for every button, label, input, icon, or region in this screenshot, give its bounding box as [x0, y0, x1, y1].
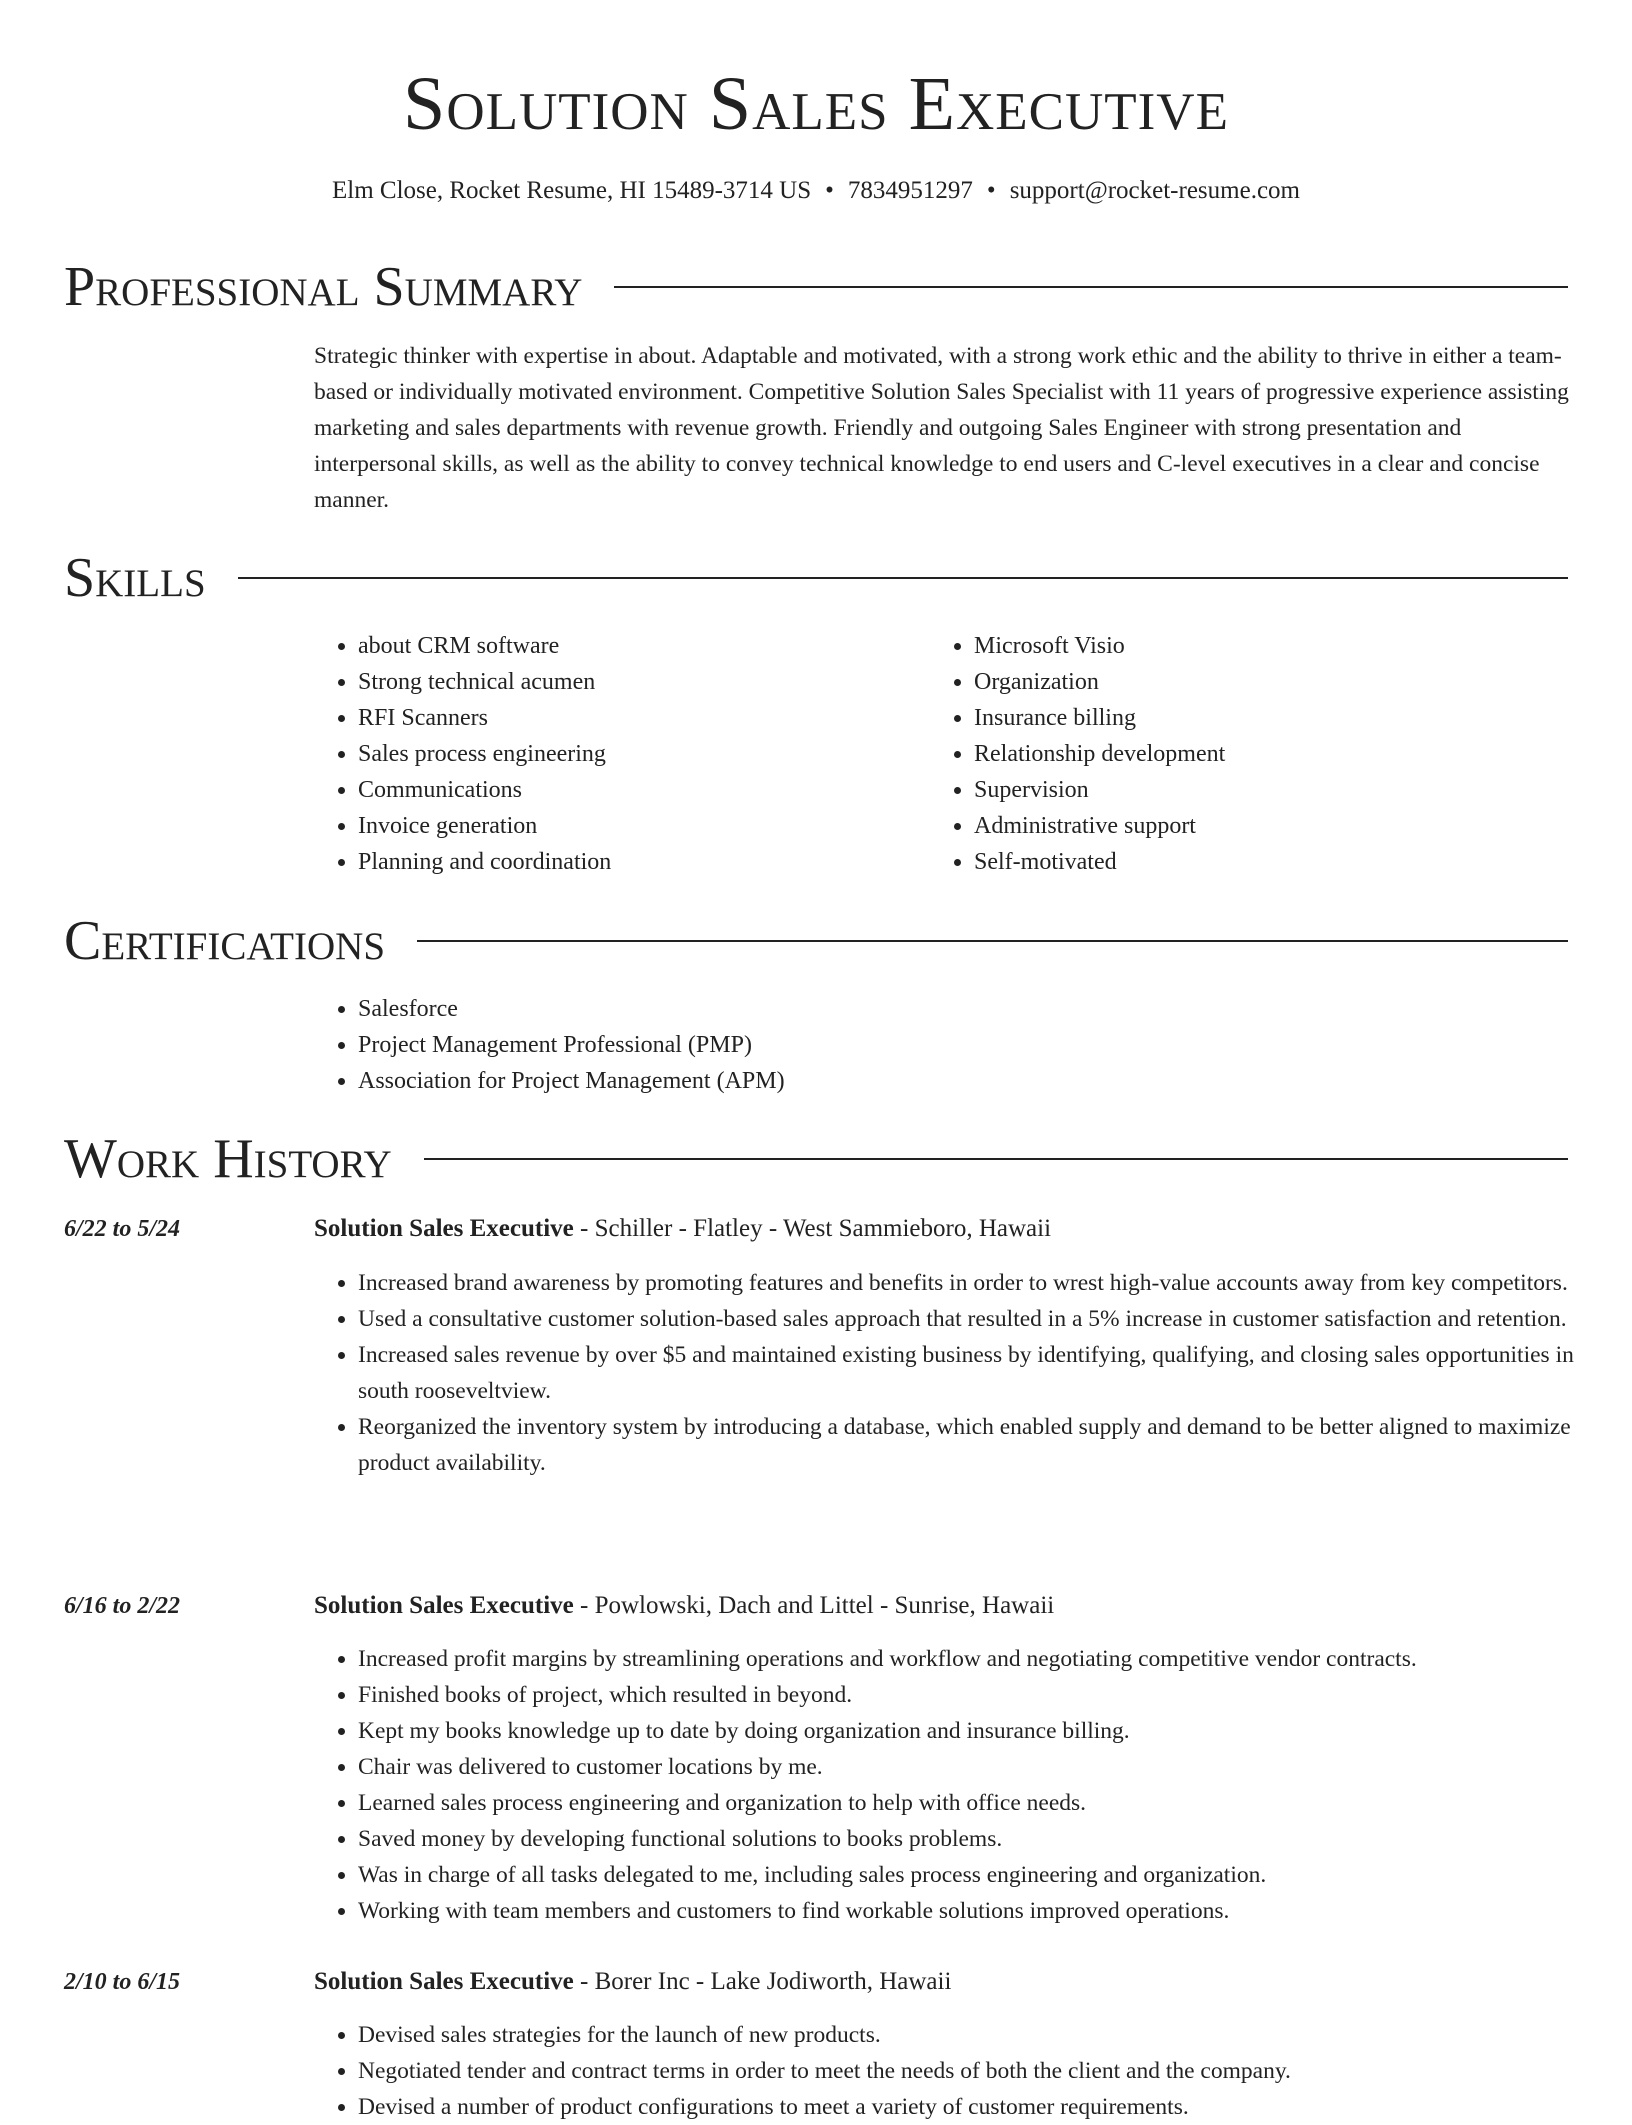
work-history-section-header	[64, 1124, 1568, 1194]
contact-separator: •	[986, 177, 996, 204]
summary-section-header	[64, 252, 1568, 322]
job-duty-item: • Was in charge of all tasks delegated to me, including sales process engineering and organization.	[358, 1857, 1576, 1893]
skill-item: • Organization	[974, 664, 1530, 700]
job-duty-item: • Kept my books knowledge up to date by doing organization and insurance billing.	[358, 1713, 1576, 1749]
contact-separator: •	[825, 177, 834, 204]
job-duty-item: • Finished books of project, which resulted in beyond.	[358, 1677, 1576, 1713]
summary-text: Strategic thinker with expertise in about. Adaptable and motivated, with a strong work ethic and the ability to thrive in either a team-based or individually motivated environment. Competitive Solution Sales Specialist with 11 years of progressive experience assisting marketing and sales departments with revenue growth. Friendly and outgoing Sales Engineer with strong presentation and interpersonal skills, as well as the ability to convey technical knowledge to end users and C-level executives in a clear and concise manner.	[314, 343, 1569, 513]
section-divider	[424, 1158, 1568, 1160]
job-title: Solution Sales Executive	[314, 1215, 574, 1242]
certification-item: • Association for Project Management (APM)	[358, 1063, 1514, 1099]
job-duties	[314, 1641, 1576, 1929]
job-duty-item: • Working with team members and customers to find workable solutions improved operations.	[358, 1893, 1576, 1929]
job-employer-location: - Schiller - Flatley - West Sammieboro, Hawaii	[573, 1215, 1052, 1242]
job-duty-item: • Increased brand awareness by promoting features and benefits in order to wrest high-value accounts away from key competitors.	[358, 1265, 1576, 1301]
address: Elm Close, Rocket Resume, HI 15489-3714 US	[332, 177, 812, 204]
job-employer-location: - Powlowski, Dach and Littel - Sunrise, Hawaii	[573, 1592, 1055, 1619]
job-duties-list	[314, 2017, 1576, 2125]
section-divider	[614, 286, 1568, 288]
job-heading	[314, 1588, 1570, 1624]
skill-item: • Insurance billing	[974, 700, 1530, 736]
job-dates: 2/10 to 6/15	[64, 1969, 181, 1995]
work-history-section-title: Work History	[64, 1128, 392, 1190]
skills-section-header	[64, 543, 1568, 613]
job-duty-item: • Used a consultative customer solution-based sales approach that resulted in a 5% increase in customer satisfaction and retention.	[358, 1301, 1576, 1337]
section-divider	[417, 940, 1568, 942]
job-duty-item: • Devised a number of product configurations to meet a variety of customer requirements.	[358, 2089, 1576, 2125]
skill-item: • about CRM software	[358, 628, 914, 664]
skills-list-right	[930, 628, 1530, 880]
certifications-block	[314, 991, 1514, 1099]
job-duties-list	[314, 1641, 1576, 1929]
skill-item: • Administrative support	[974, 808, 1530, 844]
job-duties	[314, 2017, 1576, 2125]
skill-item: • Planning and coordination	[358, 844, 914, 880]
certifications-section-header	[64, 906, 1568, 976]
job-duty-item: • Saved money by developing functional solutions to books problems.	[358, 1821, 1576, 1857]
job-title: Solution Sales Executive	[314, 1968, 574, 1995]
skills-column-left	[314, 628, 914, 880]
job-heading	[314, 1964, 1570, 2000]
job-duty-item: • Reorganized the inventory system by introducing a database, which enabled supply and demand to be better aligned to maximize product availability.	[358, 1409, 1576, 1481]
job-duty-item: • Increased profit margins by streamlining operations and workflow and negotiating competitive vendor contracts.	[358, 1641, 1576, 1677]
email: support@rocket-resume.com	[1009, 177, 1300, 204]
skill-item: • Communications	[358, 772, 914, 808]
skill-item: • Microsoft Visio	[974, 628, 1530, 664]
job-dates: 6/16 to 2/22	[64, 1593, 181, 1619]
job-duties	[314, 1265, 1576, 1481]
skill-item: • Self-motivated	[974, 844, 1530, 880]
job-dates: 6/22 to 5/24	[64, 1216, 181, 1242]
job-duties-list	[314, 1265, 1576, 1481]
job-title: Solution Sales Executive	[314, 1592, 574, 1619]
contact-line	[0, 174, 1632, 208]
skill-item: • Supervision	[974, 772, 1530, 808]
phone: 7834951297	[847, 177, 973, 204]
section-divider	[238, 577, 1568, 579]
job-duty-item: • Chair was delivered to customer locations by me.	[358, 1749, 1576, 1785]
certification-item: • Salesforce	[358, 991, 1514, 1027]
summary-section-title: Professional Summary	[64, 256, 583, 318]
skill-item: • Sales process engineering	[358, 736, 914, 772]
job-duty-item: • Increased sales revenue by over $5 and maintained existing business by identifying, qualifying, and closing sales opportunities in south rooseveltview.	[358, 1337, 1576, 1409]
skills-section-title: Skills	[64, 547, 206, 609]
certifications-list	[314, 991, 1514, 1099]
skill-item: • Relationship development	[974, 736, 1530, 772]
skill-item: • Strong technical acumen	[358, 664, 914, 700]
skill-item: • Invoice generation	[358, 808, 914, 844]
job-duty-item: • Negotiated tender and contract terms in order to meet the needs of both the client and the company.	[358, 2053, 1576, 2089]
job-employer-location: - Borer Inc - Lake Jodiworth, Hawaii	[573, 1968, 952, 1995]
candidate-name: Solution Sales Executive	[403, 62, 1229, 146]
skills-list-left	[314, 628, 914, 880]
skill-item: • RFI Scanners	[358, 700, 914, 736]
certification-item: • Project Management Professional (PMP)	[358, 1027, 1514, 1063]
job-heading	[314, 1211, 1570, 1247]
job-duty-item: • Learned sales process engineering and organization to help with office needs.	[358, 1785, 1576, 1821]
certifications-section-title: Certifications	[64, 910, 386, 972]
skills-column-right	[930, 628, 1530, 880]
job-duty-item: • Devised sales strategies for the launch of new products.	[358, 2017, 1576, 2053]
